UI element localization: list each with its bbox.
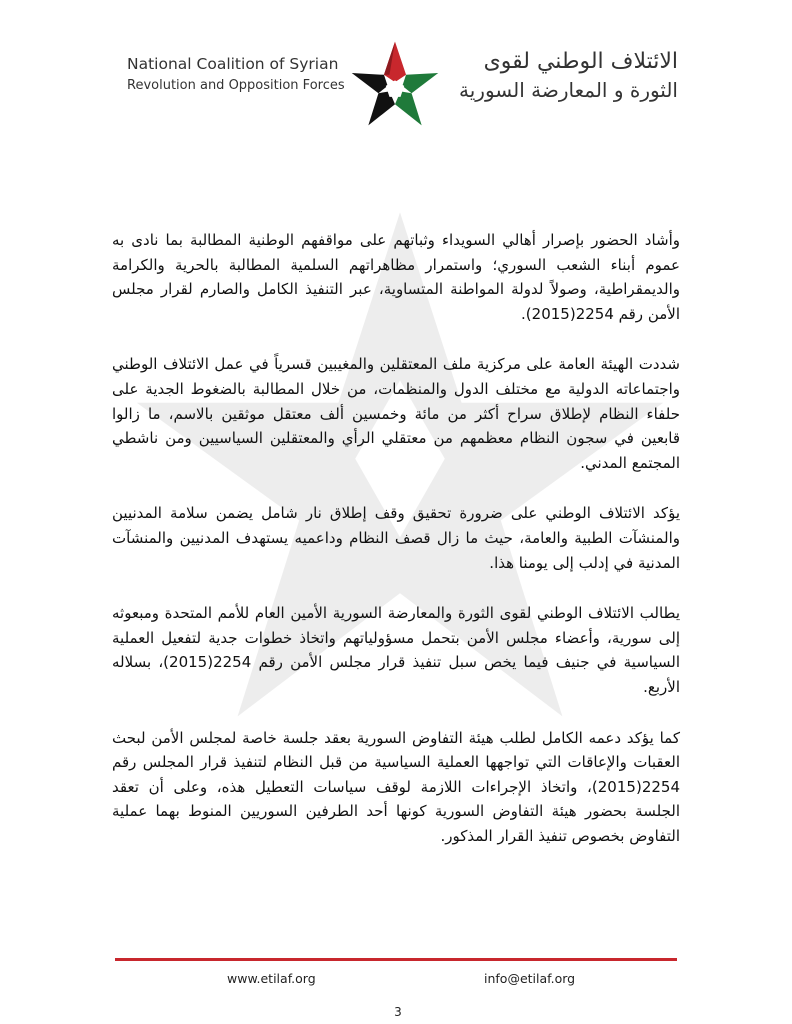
page-number: 3 xyxy=(394,1005,402,1019)
statement-body xyxy=(112,228,680,874)
org-name-ar-line1: الائتلاف الوطني لقوى xyxy=(483,49,678,74)
org-name-arabic xyxy=(448,48,678,104)
org-name-en-line1: National Coalition of Syrian xyxy=(127,55,339,73)
paragraph-security-council: كما يؤكد دعمه الكامل لطلب هيئة التفاوض السورية بعقد جلسة خاصة لمجلس الأمن لبحث العقبات والإعاقات التي تواجهها العملية السياسية من قبل النظام لتنفيذ قرار المجلس رقم 2254(2015)، واتخاذ الإجراءات اللازمة لوقف سياسات التعطيل هذه، وعلى أن تعقد الجلسة بحضور هيئة التفاوض السورية كونها أحد الطرفين السوريين المنوط بهما عملية التفاوض بخصوص تنفيذ القرار المذكور. xyxy=(112,728,680,845)
org-name-en-line2: Revolution and Opposition Forces xyxy=(127,78,345,93)
org-name-ar-line2: الثورة و المعارضة السورية xyxy=(459,78,678,102)
org-name-english xyxy=(127,53,347,97)
star-emblem-icon xyxy=(349,38,441,130)
footer-website-link[interactable]: www.etilaf.org xyxy=(227,971,316,986)
footer-divider xyxy=(115,958,677,961)
paragraph-sweida: وأشاد الحضور بإصرار أهالي السويداء وثباتهم على مواقفهم الوطنية المطالبة بما نادى به عموم أبناء الشعب السوري؛ واستمرار مظاهراتهم السلمية المطالبة بالحرية والكرامة والديمقراطية، وصولاً لدولة المواطنة المتساوية، عبر التنفيذ الكامل والصارم لقرار مجلس الأمن رقم 2254(2015). xyxy=(112,231,680,323)
paragraph-ceasefire: يؤكد الائتلاف الوطني على ضرورة تحقيق وقف إطلاق نار شامل يضمن سلامة المدنيين والمنشآت الطبية والعامة، حيث ما زال قصف النظام وداعميه يستهدف المدنيين والمنشآت المدنية في إدلب إلى يومنا هذا. xyxy=(112,504,680,572)
footer-email-link[interactable]: info@etilaf.org xyxy=(484,971,576,986)
paragraph-detainees: شددت الهيئة العامة على مركزية ملف المعتقلين والمغيبين قسرياً في عمل الائتلاف الوطني واجتماعاته الدولية مع مختلف الدول والمنظمات، من خلال المطالبة بالضغوط الجدية على حلفاء النظام لإطلاق سراح أكثر من مائة وخمسين ألف معتقل موثقين بالاسم، ما زالوا قابعين في سجون النظام معظمهم من معتقلي الرأي والمعتقلين السياسيين ومن ناشطي المجتمع المدني. xyxy=(112,355,680,472)
paragraph-un-demands: يطالب الائتلاف الوطني لقوى الثورة والمعارضة السورية الأمين العام للأمم المتحدة ومبعوثه إلى سورية، وأعضاء مجلس الأمن بتحمل مسؤولياتهم واتخاذ خطوات جدية لتفعيل العملية السياسية في جنيف فيما يخص سبل تنفيذ قرار مجلس الأمن رقم 2254(2015)، بسلاله الأربع. xyxy=(112,604,680,696)
